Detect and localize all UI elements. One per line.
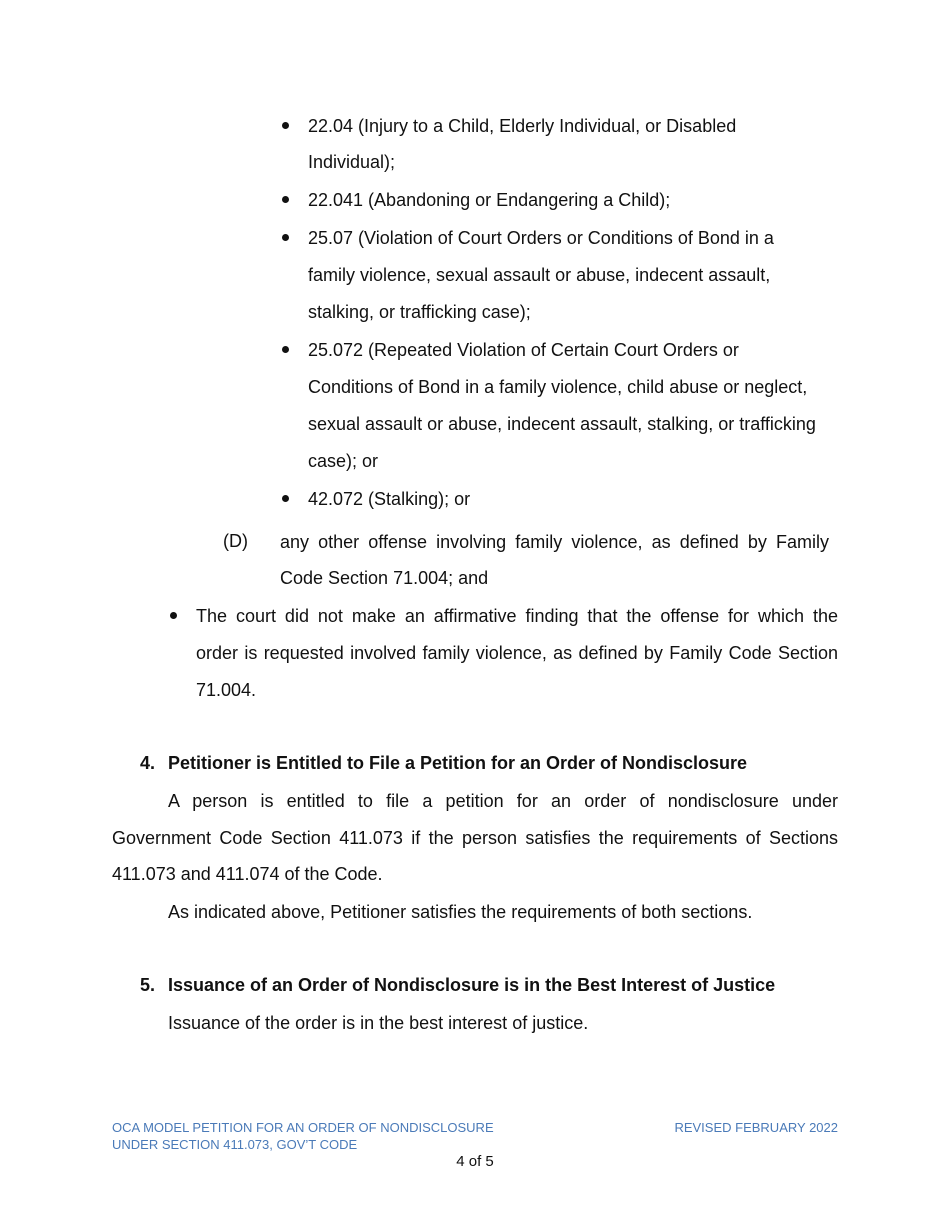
offense-item-line: Individual); <box>308 152 396 172</box>
court-bullet-line: The court did not make an affirmative finding that the offense for which the <box>196 606 838 626</box>
section-4-paragraph-line: A person is entitled to file a petition for an order of nondisclosure under <box>168 791 838 811</box>
offense-item-line: case); or <box>308 451 379 471</box>
footer-subtitle: UNDER SECTION 411.073, GOV’T CODE <box>112 1137 358 1152</box>
offense-item-line: family violence, sexual assault or abuse, indecent assault, <box>308 265 771 285</box>
court-bullet-line: order is requested involved family violence, as defined by Family Code Section <box>196 643 838 663</box>
offense-item-line: 25.072 (Repeated Violation of Certain Court Orders or <box>308 340 739 360</box>
offense-item-line: 22.04 (Injury to a Child, Elderly Individual, or Disabled <box>308 116 737 136</box>
item-d-line: Code Section 71.004; and <box>280 568 489 588</box>
section-4-paragraph: As indicated above, Petitioner satisfies the requirements of both sections. <box>168 902 753 922</box>
footer-revision: REVISED FEBRUARY 2022 <box>674 1120 838 1135</box>
offense-item-line: 25.07 (Violation of Court Orders or Conditions of Bond in a <box>308 228 774 248</box>
page-number: 4 of 5 <box>456 1153 494 1170</box>
section-4-paragraph-line: 411.073 and 411.074 of the Code. <box>112 864 383 884</box>
offense-item-line: 22.041 (Abandoning or Endangering a Child); <box>308 190 671 210</box>
bullet-icon <box>282 196 289 203</box>
footer-title: OCA MODEL PETITION FOR AN ORDER OF NONDISCLOSURE <box>112 1120 494 1135</box>
section-4-heading: Petitioner is Entitled to File a Petition for an Order of Nondisclosure <box>168 753 748 773</box>
item-d-line: any other offense involving family violence, as defined by Family <box>280 532 829 552</box>
court-bullet-line: 71.004. <box>196 680 257 700</box>
bullet-icon <box>282 346 289 353</box>
section-4-paragraph-line: Government Code Section 411.073 if the person satisfies the requirements of Sections <box>112 828 838 848</box>
section-5-heading: Issuance of an Order of Nondisclosure is in the Best Interest of Justice <box>168 975 776 995</box>
item-d-label: (D) <box>223 531 248 551</box>
section-4-number: 4. <box>140 753 156 773</box>
section-5-number: 5. <box>140 975 156 995</box>
offense-item-line: Conditions of Bond in a family violence, child abuse or neglect, <box>308 377 808 397</box>
bullet-icon <box>282 495 289 502</box>
section-5-paragraph: Issuance of the order is in the best interest of justice. <box>168 1013 589 1033</box>
bullet-icon <box>282 122 289 129</box>
offense-item-line: stalking, or trafficking case); <box>308 302 531 322</box>
bullet-icon <box>170 612 177 619</box>
offense-item-line: 42.072 (Stalking); or <box>308 489 471 509</box>
bullet-icon <box>282 234 289 241</box>
offense-item-line: sexual assault or abuse, indecent assault, stalking, or trafficking <box>308 414 816 434</box>
